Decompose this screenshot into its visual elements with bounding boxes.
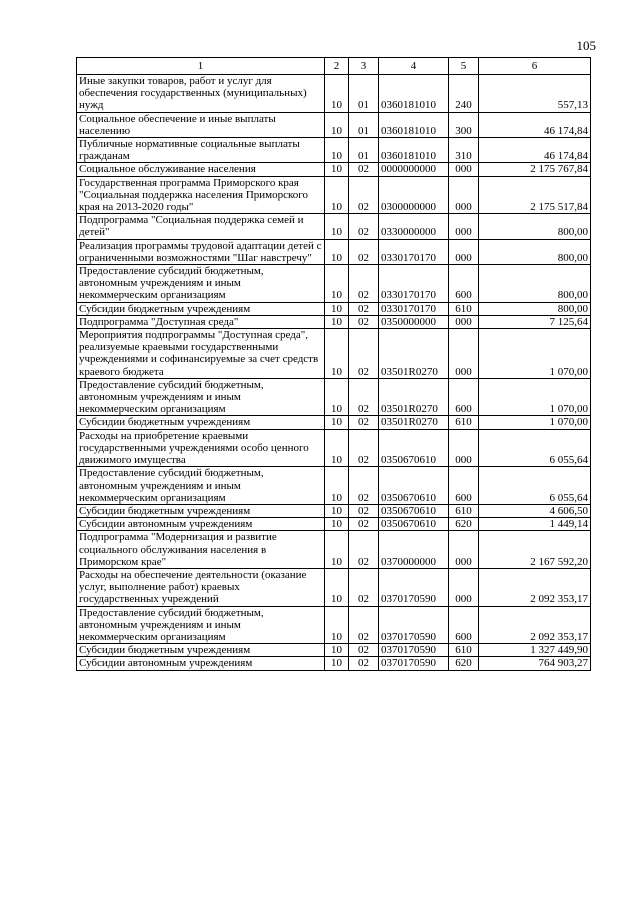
amount-cell: 1 327 449,90 [479, 644, 591, 657]
amount-cell: 800,00 [479, 214, 591, 239]
expense-type-code-cell: 000 [449, 568, 479, 606]
table-row [77, 467, 591, 505]
amount-cell: 7 125,64 [479, 315, 591, 328]
target-article-code-cell: 0350670610 [379, 467, 449, 505]
target-article-code-cell: 0300000000 [379, 176, 449, 214]
subsection-code-cell: 02 [349, 378, 379, 416]
header-col-4: 4 [379, 58, 449, 75]
subsection-code-cell: 02 [349, 214, 379, 239]
amount-cell: 1 070,00 [479, 329, 591, 379]
amount-cell: 2 175 517,84 [479, 176, 591, 214]
expenditure-name-cell: Подпрограмма "Модернизация и развитие социального обслуживания населения в Приморском крае" [77, 531, 325, 569]
target-article-code-cell: 0370000000 [379, 531, 449, 569]
table-body [77, 75, 591, 671]
section-code-cell: 10 [325, 657, 349, 670]
table-row [77, 378, 591, 416]
target-article-code-cell: 03501R0270 [379, 329, 449, 379]
section-code-cell: 10 [325, 329, 349, 379]
subsection-code-cell: 02 [349, 239, 379, 264]
subsection-code-cell: 02 [349, 568, 379, 606]
header-col-1: 1 [77, 58, 325, 75]
expense-type-code-cell: 000 [449, 531, 479, 569]
amount-cell: 2 092 353,17 [479, 606, 591, 644]
expense-type-code-cell: 620 [449, 518, 479, 531]
amount-cell: 2 167 592,20 [479, 531, 591, 569]
amount-cell: 1 449,14 [479, 518, 591, 531]
section-code-cell: 10 [325, 302, 349, 315]
expenditure-name-cell: Подпрограмма "Социальная поддержка семей и детей" [77, 214, 325, 239]
amount-cell: 46 174,84 [479, 112, 591, 137]
expenditure-name-cell: Публичные нормативные социальные выплаты гражданам [77, 138, 325, 163]
expenditure-name-cell: Расходы на приобретение краевыми государственными учреждениями особо ценного движимого имущества [77, 429, 325, 467]
subsection-code-cell: 01 [349, 112, 379, 137]
section-code-cell: 10 [325, 112, 349, 137]
subsection-code-cell: 02 [349, 163, 379, 176]
header-col-3: 3 [349, 58, 379, 75]
expenditure-name-cell: Предоставление субсидий бюджетным, автономным учреждениям и иным некоммерческим организациям [77, 265, 325, 303]
expenditure-name-cell: Предоставление субсидий бюджетным, автономным учреждениям и иным некоммерческим организациям [77, 467, 325, 505]
target-article-code-cell: 0000000000 [379, 163, 449, 176]
section-code-cell: 10 [325, 315, 349, 328]
target-article-code-cell: 0360181010 [379, 75, 449, 113]
expenditure-name-cell: Социальное обслуживание населения [77, 163, 325, 176]
subsection-code-cell: 02 [349, 176, 379, 214]
table-row [77, 657, 591, 670]
subsection-code-cell: 02 [349, 467, 379, 505]
table-row [77, 214, 591, 239]
section-code-cell: 10 [325, 163, 349, 176]
amount-cell: 2 092 353,17 [479, 568, 591, 606]
subsection-code-cell: 02 [349, 302, 379, 315]
expenditure-name-cell: Субсидии бюджетным учреждениям [77, 416, 325, 429]
expenditure-name-cell: Иные закупки товаров, работ и услуг для обеспечения государственных (муниципальных) нужд [77, 75, 325, 113]
section-code-cell: 10 [325, 644, 349, 657]
amount-cell: 6 055,64 [479, 429, 591, 467]
expense-type-code-cell: 000 [449, 329, 479, 379]
table-row [77, 265, 591, 303]
expenditure-name-cell: Субсидии бюджетным учреждениям [77, 644, 325, 657]
table-row [77, 531, 591, 569]
table-row [77, 302, 591, 315]
page-number: 105 [576, 38, 596, 53]
expenditure-name-cell: Социальное обеспечение и иные выплаты населению [77, 112, 325, 137]
header-col-5: 5 [449, 58, 479, 75]
expense-type-code-cell: 610 [449, 504, 479, 517]
expense-type-code-cell: 000 [449, 214, 479, 239]
expenditure-name-cell: Субсидии автономным учреждениям [77, 518, 325, 531]
section-code-cell: 10 [325, 378, 349, 416]
section-code-cell: 10 [325, 467, 349, 505]
expense-type-code-cell: 600 [449, 378, 479, 416]
section-code-cell: 10 [325, 416, 349, 429]
subsection-code-cell: 02 [349, 504, 379, 517]
expenditure-name-cell: Субсидии бюджетным учреждениям [77, 504, 325, 517]
target-article-code-cell: 0350000000 [379, 315, 449, 328]
amount-cell: 800,00 [479, 265, 591, 303]
expenditure-name-cell: Государственная программа Приморского края "Социальная поддержка населения Приморского края на 2013-2020 годы" [77, 176, 325, 214]
header-row [77, 58, 591, 75]
table-row [77, 75, 591, 113]
subsection-code-cell: 02 [349, 644, 379, 657]
budget-table [76, 57, 591, 671]
amount-cell: 800,00 [479, 302, 591, 315]
section-code-cell: 10 [325, 138, 349, 163]
table-row [77, 504, 591, 517]
subsection-code-cell: 01 [349, 138, 379, 163]
target-article-code-cell: 0370170590 [379, 606, 449, 644]
amount-cell: 800,00 [479, 239, 591, 264]
target-article-code-cell: 0330000000 [379, 214, 449, 239]
target-article-code-cell: 0350670610 [379, 504, 449, 517]
expenditure-name-cell: Субсидии бюджетным учреждениям [77, 302, 325, 315]
subsection-code-cell: 01 [349, 75, 379, 113]
target-article-code-cell: 0360181010 [379, 112, 449, 137]
target-article-code-cell: 0370170590 [379, 644, 449, 657]
table-row [77, 606, 591, 644]
expense-type-code-cell: 310 [449, 138, 479, 163]
section-code-cell: 10 [325, 176, 349, 214]
section-code-cell: 10 [325, 265, 349, 303]
subsection-code-cell: 02 [349, 329, 379, 379]
expenditure-name-cell: Подпрограмма "Доступная среда" [77, 315, 325, 328]
target-article-code-cell: 03501R0270 [379, 378, 449, 416]
section-code-cell: 10 [325, 504, 349, 517]
subsection-code-cell: 02 [349, 265, 379, 303]
amount-cell: 764 903,27 [479, 657, 591, 670]
table-row [77, 176, 591, 214]
expense-type-code-cell: 610 [449, 302, 479, 315]
expenditure-name-cell: Предоставление субсидий бюджетным, автономным учреждениям и иным некоммерческим организациям [77, 378, 325, 416]
table-row [77, 112, 591, 137]
section-code-cell: 10 [325, 531, 349, 569]
table-row [77, 518, 591, 531]
expense-type-code-cell: 000 [449, 163, 479, 176]
subsection-code-cell: 02 [349, 531, 379, 569]
header-col-2: 2 [325, 58, 349, 75]
expense-type-code-cell: 000 [449, 429, 479, 467]
expense-type-code-cell: 000 [449, 239, 479, 264]
subsection-code-cell: 02 [349, 429, 379, 467]
expense-type-code-cell: 600 [449, 265, 479, 303]
target-article-code-cell: 0360181010 [379, 138, 449, 163]
expense-type-code-cell: 620 [449, 657, 479, 670]
expenditure-name-cell: Мероприятия подпрограммы "Доступная среда", реализуемые краевыми государственными учреждениями и софинансируемые за счет средств краевого бюджета [77, 329, 325, 379]
expense-type-code-cell: 600 [449, 467, 479, 505]
amount-cell: 4 606,50 [479, 504, 591, 517]
amount-cell: 1 070,00 [479, 378, 591, 416]
target-article-code-cell: 0350670610 [379, 429, 449, 467]
table-row [77, 568, 591, 606]
expenditure-name-cell: Субсидии автономным учреждениям [77, 657, 325, 670]
section-code-cell: 10 [325, 518, 349, 531]
amount-cell: 6 055,64 [479, 467, 591, 505]
expenditure-name-cell: Расходы на обеспечение деятельности (оказание услуг, выполнение работ) краевых государственных учреждений [77, 568, 325, 606]
table-row [77, 429, 591, 467]
table-row [77, 329, 591, 379]
amount-cell: 1 070,00 [479, 416, 591, 429]
table-row [77, 163, 591, 176]
target-article-code-cell: 0330170170 [379, 239, 449, 264]
target-article-code-cell: 0370170590 [379, 657, 449, 670]
table-row [77, 644, 591, 657]
header-col-6: 6 [479, 58, 591, 75]
target-article-code-cell: 0330170170 [379, 302, 449, 315]
table-row [77, 416, 591, 429]
expense-type-code-cell: 610 [449, 644, 479, 657]
subsection-code-cell: 02 [349, 518, 379, 531]
section-code-cell: 10 [325, 75, 349, 113]
table-row [77, 315, 591, 328]
table-row [77, 239, 591, 264]
table-header [77, 58, 591, 75]
section-code-cell: 10 [325, 606, 349, 644]
table-row [77, 138, 591, 163]
amount-cell: 46 174,84 [479, 138, 591, 163]
expense-type-code-cell: 240 [449, 75, 479, 113]
expense-type-code-cell: 600 [449, 606, 479, 644]
amount-cell: 557,13 [479, 75, 591, 113]
target-article-code-cell: 03501R0270 [379, 416, 449, 429]
target-article-code-cell: 0370170590 [379, 568, 449, 606]
expense-type-code-cell: 610 [449, 416, 479, 429]
subsection-code-cell: 02 [349, 657, 379, 670]
expenditure-name-cell: Предоставление субсидий бюджетным, автономным учреждениям и иным некоммерческим организациям [77, 606, 325, 644]
target-article-code-cell: 0330170170 [379, 265, 449, 303]
section-code-cell: 10 [325, 568, 349, 606]
section-code-cell: 10 [325, 239, 349, 264]
expense-type-code-cell: 000 [449, 315, 479, 328]
expenditure-name-cell: Реализация программы трудовой адаптации детей с ограниченными возможностями "Шаг навстречу" [77, 239, 325, 264]
subsection-code-cell: 02 [349, 606, 379, 644]
expense-type-code-cell: 000 [449, 176, 479, 214]
section-code-cell: 10 [325, 214, 349, 239]
subsection-code-cell: 02 [349, 315, 379, 328]
amount-cell: 2 175 767,84 [479, 163, 591, 176]
subsection-code-cell: 02 [349, 416, 379, 429]
expense-type-code-cell: 300 [449, 112, 479, 137]
section-code-cell: 10 [325, 429, 349, 467]
target-article-code-cell: 0350670610 [379, 518, 449, 531]
